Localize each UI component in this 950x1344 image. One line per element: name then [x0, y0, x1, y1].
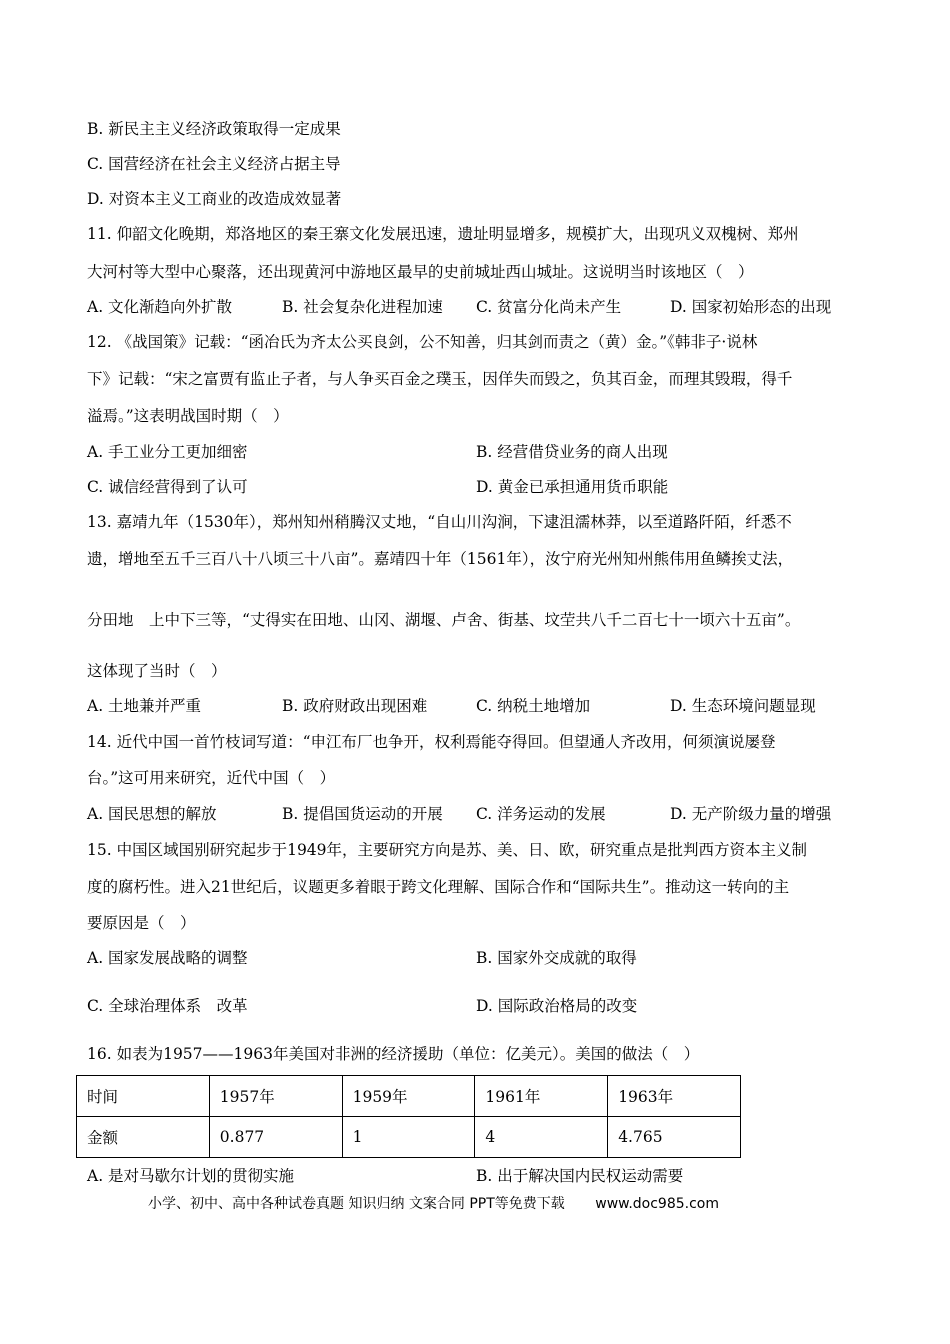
- q12-stem-line-1: 12. 《战国策》记载：“函冶氏为齐太公买良剑，公不知善，归其剑而责之（黄）金。”《韩非子·说林: [87, 333, 758, 351]
- footer-url[interactable]: www.doc985.com: [595, 1196, 719, 1212]
- q12-option-c: C. 诚信经营得到了认可: [87, 478, 248, 496]
- q14-option-d: D. 无产阶级力量的增强: [670, 805, 832, 823]
- q15-stem-line-1: 15. 中国区域国别研究起步于1949年，主要研究方向是苏、美、日、欧，研究重点是批判西方资本主义制: [87, 841, 808, 859]
- q12-stem-line-2: 下》记载：“宋之富贾有监止子者，与人争买百金之璞玉，因佯失而毁之，负其百金，而理其毁瑕，得千: [87, 370, 793, 388]
- table-cell: 1963年: [608, 1076, 741, 1117]
- q13-option-a: A. 土地兼并严重: [87, 697, 202, 715]
- q16-option-a: A. 是对马歇尔计划的贯彻实施: [87, 1167, 295, 1185]
- q14-option-c: C. 洋务运动的发展: [476, 805, 606, 823]
- q15-stem-line-3: 要原因是（ ）: [87, 914, 196, 932]
- q15-option-d: D. 国际政治格局的改变: [476, 997, 638, 1015]
- q12-option-a: A. 手工业分工更加细密: [87, 443, 248, 461]
- q10-option-d: D. 对资本主义工商业的改造成效显著: [87, 190, 342, 208]
- table-cell: 1959年: [342, 1076, 475, 1117]
- q13-stem-line-2: 遗，增地至五千三百八十八顷三十八亩”。嘉靖四十年（1561年），汝宁府光州知州熊伟用鱼鳞挨丈法，: [87, 550, 794, 568]
- q10-option-c: C. 国营经济在社会主义经济占据主导: [87, 155, 341, 173]
- q11-option-d: D. 国家初始形态的出现: [670, 298, 832, 316]
- q11-option-a: A. 文化渐趋向外扩散: [87, 298, 233, 316]
- q14-stem-line-1: 14. 近代中国一首竹枝词写道：“申江布厂也争开，权利焉能夺得回。但望通人齐改用，何须演说屡登: [87, 733, 776, 751]
- q11-stem-line-2: 大河村等大型中心聚落，还出现黄河中游地区最早的史前城址西山城址。这说明当时该地区（ ）: [87, 263, 754, 281]
- aid-table: [76, 1075, 741, 1158]
- table-row: [77, 1117, 741, 1158]
- footer-text: 小学、初中、高中各种试卷真题 知识归纳 文案合同 PPT等免费下载: [148, 1196, 565, 1212]
- q15-option-c: C. 全球治理体系 改革: [87, 997, 248, 1015]
- table-header-row: [77, 1076, 741, 1117]
- q16-stem: 16. 如表为1957——1963年美国对非洲的经济援助（单位：亿美元）。美国的做法（ ）: [87, 1045, 700, 1063]
- q14-stem-line-2: 台。”这可用来研究，近代中国（ ）: [87, 769, 336, 787]
- q13-option-b: B. 政府财政出现困难: [282, 697, 428, 715]
- q12-stem-line-3: 溢焉。”这表明战国时期（ ）: [87, 407, 289, 425]
- q13-stem-line-1: 13. 嘉靖九年（1530年），郑州知州稍腾汉丈地，“自山川沟涧，下逮沮濡林莽，以至道路阡陌，纤悉不: [87, 513, 792, 531]
- q15-option-a: A. 国家发展战略的调整: [87, 949, 248, 967]
- q13-option-c: C. 纳税土地增加: [476, 697, 591, 715]
- table-cell: 金额: [77, 1117, 210, 1158]
- table-cell: 1957年: [209, 1076, 342, 1117]
- table-cell: 时间: [77, 1076, 210, 1117]
- table-cell: 4: [475, 1117, 608, 1158]
- q12-option-d: D. 黄金已承担通用货币职能: [476, 478, 669, 496]
- q16-option-b: B. 出于解决国内民权运动需要: [476, 1167, 684, 1185]
- page-footer: [148, 1193, 719, 1213]
- table-cell: 1: [342, 1117, 475, 1158]
- q11-option-b: B. 社会复杂化进程加速: [282, 298, 443, 316]
- q13-stem-line-4: 这体现了当时（ ）: [87, 662, 227, 680]
- q11-option-c: C. 贫富分化尚未产生: [476, 298, 622, 316]
- q13-option-d: D. 生态环境问题显现: [670, 697, 816, 715]
- q14-option-b: B. 提倡国货运动的开展: [282, 805, 443, 823]
- q10-option-b: B. 新民主主义经济政策取得一定成果: [87, 120, 341, 138]
- table-cell: 0.877: [209, 1117, 342, 1158]
- q13-stem-line-3: 分田地 上中下三等，“丈得实在田地、山冈、湖堰、卢舍、街基、坟茔共八千二百七十一顷六十五亩”。: [87, 611, 801, 629]
- q11-stem-line-1: 11. 仰韶文化晚期，郑洛地区的秦王寨文化发展迅速，遗址明显增多，规模扩大，出现巩义双槐树、郑州: [87, 225, 799, 243]
- q15-option-b: B. 国家外交成就的取得: [476, 949, 637, 967]
- table-cell: 4.765: [608, 1117, 741, 1158]
- q12-option-b: B. 经营借贷业务的商人出现: [476, 443, 668, 461]
- q15-stem-line-2: 度的腐朽性。进入21世纪后，议题更多着眼于跨文化理解、国际合作和“国际共生”。推动这一转向的主: [87, 878, 790, 896]
- q14-option-a: A. 国民思想的解放: [87, 805, 217, 823]
- table-cell: 1961年: [475, 1076, 608, 1117]
